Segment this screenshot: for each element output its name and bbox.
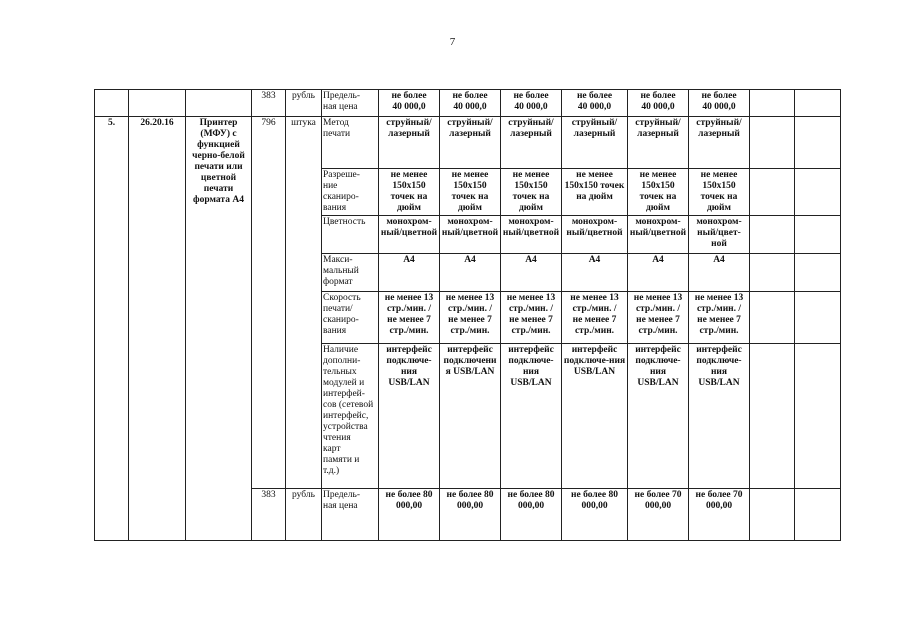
characteristic-cell [322, 169, 379, 216]
value-cell-text: не более 40 000,0 [513, 91, 549, 112]
unit-cell [286, 117, 322, 489]
value-cell [562, 169, 628, 216]
value-cell-text: не менее 13 стр./мин. / не менее 7 стр./мин. [633, 293, 683, 336]
specification-table [94, 89, 841, 541]
unit-cell [286, 489, 322, 541]
okei-code-cell [252, 117, 286, 489]
page-number: 7 [449, 36, 456, 48]
value-cell [628, 169, 689, 216]
value-cell-text: струйный/ лазерный [571, 118, 618, 139]
empty-cell [750, 117, 795, 169]
value-cell-text: не менее 13 стр./мин. / не менее 7 стр./мин. [445, 293, 495, 336]
value-cell [501, 489, 562, 541]
value-cell-text: А4 [588, 255, 601, 265]
value-cell [501, 292, 562, 344]
value-cell [501, 117, 562, 169]
empty-cell [750, 254, 795, 292]
value-cell-text: монохром- ный/цвет- ной [696, 217, 742, 249]
characteristic-cell [322, 117, 379, 169]
okei-code-cell-text: 383 [261, 91, 276, 101]
okei-code-cell [252, 90, 286, 117]
value-cell [379, 292, 440, 344]
value-cell-text: А4 [713, 255, 725, 265]
value-cell-text: монохром- ный/цветной [502, 217, 560, 238]
table-row [95, 117, 841, 169]
empty-cell [795, 169, 841, 216]
value-cell-text: не менее 150x150 точек на дюйм [700, 170, 738, 213]
okei-code-cell-text: 796 [261, 118, 276, 128]
unit-cell-text: штука [291, 118, 316, 128]
value-cell [440, 254, 501, 292]
value-cell-text: не более 40 000,0 [452, 91, 488, 112]
value-cell [379, 344, 440, 489]
value-cell [628, 216, 689, 254]
unit-cell-text: рубль [292, 91, 315, 101]
value-cell-text: не более 80 000,00 [507, 490, 555, 511]
empty-cell [795, 117, 841, 169]
value-cell-text: не менее 150x150 точек на дюйм [564, 170, 625, 202]
characteristic-cell [322, 254, 379, 292]
value-cell [379, 254, 440, 292]
value-cell [562, 489, 628, 541]
value-cell [440, 117, 501, 169]
item-name-cell-text: Принтер (МФУ) с функцией черно-белой печати или цветной печати формата А4 [192, 118, 245, 205]
empty-cell [750, 216, 795, 254]
value-cell [501, 344, 562, 489]
empty-cell [795, 344, 841, 489]
empty-cell [795, 216, 841, 254]
characteristic-cell [322, 292, 379, 344]
empty-cell [750, 344, 795, 489]
empty-cell [186, 90, 252, 117]
empty-cell [795, 90, 841, 117]
empty-cell [129, 90, 186, 117]
value-cell-text: не менее 150x150 точек на дюйм [451, 170, 489, 213]
okei-code-cell [252, 489, 286, 541]
value-cell-text: не менее 13 стр./мин. / не менее 7 стр./мин. [506, 293, 556, 336]
value-cell-text: не менее 13 стр./мин. / не менее 7 стр./мин. [384, 293, 434, 336]
value-cell-text: интерфейс подключе-ния USB/LAN [563, 345, 626, 377]
value-cell [628, 254, 689, 292]
characteristic-cell [322, 344, 379, 489]
characteristic-cell-text: Скорость печати/ сканиро- вания [323, 293, 361, 336]
value-cell [379, 117, 440, 169]
value-cell-text: монохром- ный/цветной [566, 217, 623, 238]
empty-cell [750, 489, 795, 541]
unit-cell-text: рубль [292, 490, 315, 500]
value-cell [501, 169, 562, 216]
empty-cell [795, 292, 841, 344]
characteristic-cell [322, 216, 379, 254]
value-cell [628, 344, 689, 489]
value-cell-text: А4 [464, 255, 476, 265]
characteristic-cell-text: Цветность [323, 217, 366, 227]
value-cell [562, 344, 628, 489]
characteristic-cell-text: Разреше- ние сканиро- вания [323, 170, 360, 213]
value-cell-text: не более 80 000,00 [385, 490, 433, 511]
value-cell-text: не менее 13 стр./мин. / не менее 7 стр./мин. [694, 293, 744, 336]
value-cell-text: интерфейс подключе- ния USB/LAN [386, 345, 432, 388]
value-cell [628, 90, 689, 117]
value-cell-text: струйный/ лазерный [635, 118, 681, 139]
value-cell [440, 292, 501, 344]
okpd-code-cell [129, 117, 186, 541]
value-cell-text: не более 80 000,00 [446, 490, 494, 511]
value-cell-text: А4 [403, 255, 415, 265]
item-number-cell-text: 5. [107, 118, 116, 128]
value-cell [628, 489, 689, 541]
empty-cell [750, 292, 795, 344]
okpd-code-cell-text: 26.20.16 [140, 118, 174, 128]
value-cell-text: монохром- ный/цветной [441, 217, 499, 238]
value-cell-text: не менее 150x150 точек на дюйм [512, 170, 550, 213]
value-cell-text: интерфейс подключени я USB/LAN [443, 345, 497, 377]
value-cell [501, 90, 562, 117]
value-cell-text: не более 70 000,00 [695, 490, 743, 511]
value-cell [689, 90, 750, 117]
value-cell-text: струйный/ лазерный [447, 118, 493, 139]
value-cell-text: не более 40 000,0 [640, 91, 676, 112]
value-cell [689, 216, 750, 254]
value-cell-text: интерфейс подключе- ния USB/LAN [508, 345, 554, 388]
empty-cell [95, 90, 129, 117]
value-cell-text: не менее 13 стр./мин. / не менее 7 стр./мин. [570, 293, 619, 336]
value-cell [562, 292, 628, 344]
value-cell [440, 216, 501, 254]
value-cell-text: монохром- ный/цветной [629, 217, 687, 238]
table-row [95, 90, 841, 117]
value-cell [689, 292, 750, 344]
value-cell [689, 344, 750, 489]
unit-cell [286, 90, 322, 117]
item-number-cell [95, 117, 129, 541]
value-cell [689, 254, 750, 292]
empty-cell [750, 169, 795, 216]
value-cell [379, 169, 440, 216]
value-cell [562, 90, 628, 117]
value-cell [562, 117, 628, 169]
value-cell-text: не более 70 000,00 [634, 490, 682, 511]
characteristic-cell [322, 90, 379, 117]
value-cell [379, 216, 440, 254]
item-name-cell [186, 117, 252, 541]
value-cell-text: не менее 150x150 точек на дюйм [390, 170, 428, 213]
value-cell [440, 344, 501, 489]
value-cell [689, 489, 750, 541]
empty-cell [795, 489, 841, 541]
empty-cell [795, 254, 841, 292]
okei-code-cell-text: 383 [261, 490, 276, 500]
value-cell-text: интерфейс подключе- ния USB/LAN [696, 345, 742, 388]
characteristic-cell-text: Предель- ная цена [323, 490, 360, 511]
value-cell-text: не менее 150x150 точек на дюйм [639, 170, 677, 213]
value-cell-text: А4 [652, 255, 664, 265]
value-cell-text: не более 40 000,0 [391, 91, 427, 112]
value-cell [689, 169, 750, 216]
value-cell-text: струйный/ лазерный [508, 118, 554, 139]
value-cell-text: струйный/ лазерный [696, 118, 742, 139]
value-cell [440, 169, 501, 216]
value-cell-text: не более 40 000,0 [576, 91, 613, 112]
characteristic-cell [322, 489, 379, 541]
value-cell [562, 216, 628, 254]
characteristic-cell-text: Предель- ная цена [323, 91, 360, 112]
value-cell [628, 117, 689, 169]
characteristic-cell-text: Наличие дополни- тельных модулей и интерфей- сов (сетевой интерфейс, устройства чтения карт памяти и т.д.) [323, 345, 374, 476]
value-cell [501, 216, 562, 254]
value-cell-text: монохром- ный/цветной [380, 217, 438, 238]
empty-cell [750, 90, 795, 117]
value-cell [562, 254, 628, 292]
characteristic-cell-text: Метод печати [323, 118, 351, 139]
value-cell [379, 489, 440, 541]
value-cell-text: интерфейс подключе- ния USB/LAN [635, 345, 681, 388]
value-cell [440, 489, 501, 541]
value-cell [379, 90, 440, 117]
value-cell-text: не более 40 000,0 [701, 91, 737, 112]
value-cell-text: струйный/ лазерный [386, 118, 432, 139]
value-cell [501, 254, 562, 292]
value-cell [628, 292, 689, 344]
value-cell [440, 90, 501, 117]
value-cell-text: А4 [525, 255, 537, 265]
value-cell [689, 117, 750, 169]
value-cell-text: не более 80 000,00 [571, 490, 618, 511]
characteristic-cell-text: Макси- мальный формат [323, 255, 359, 287]
